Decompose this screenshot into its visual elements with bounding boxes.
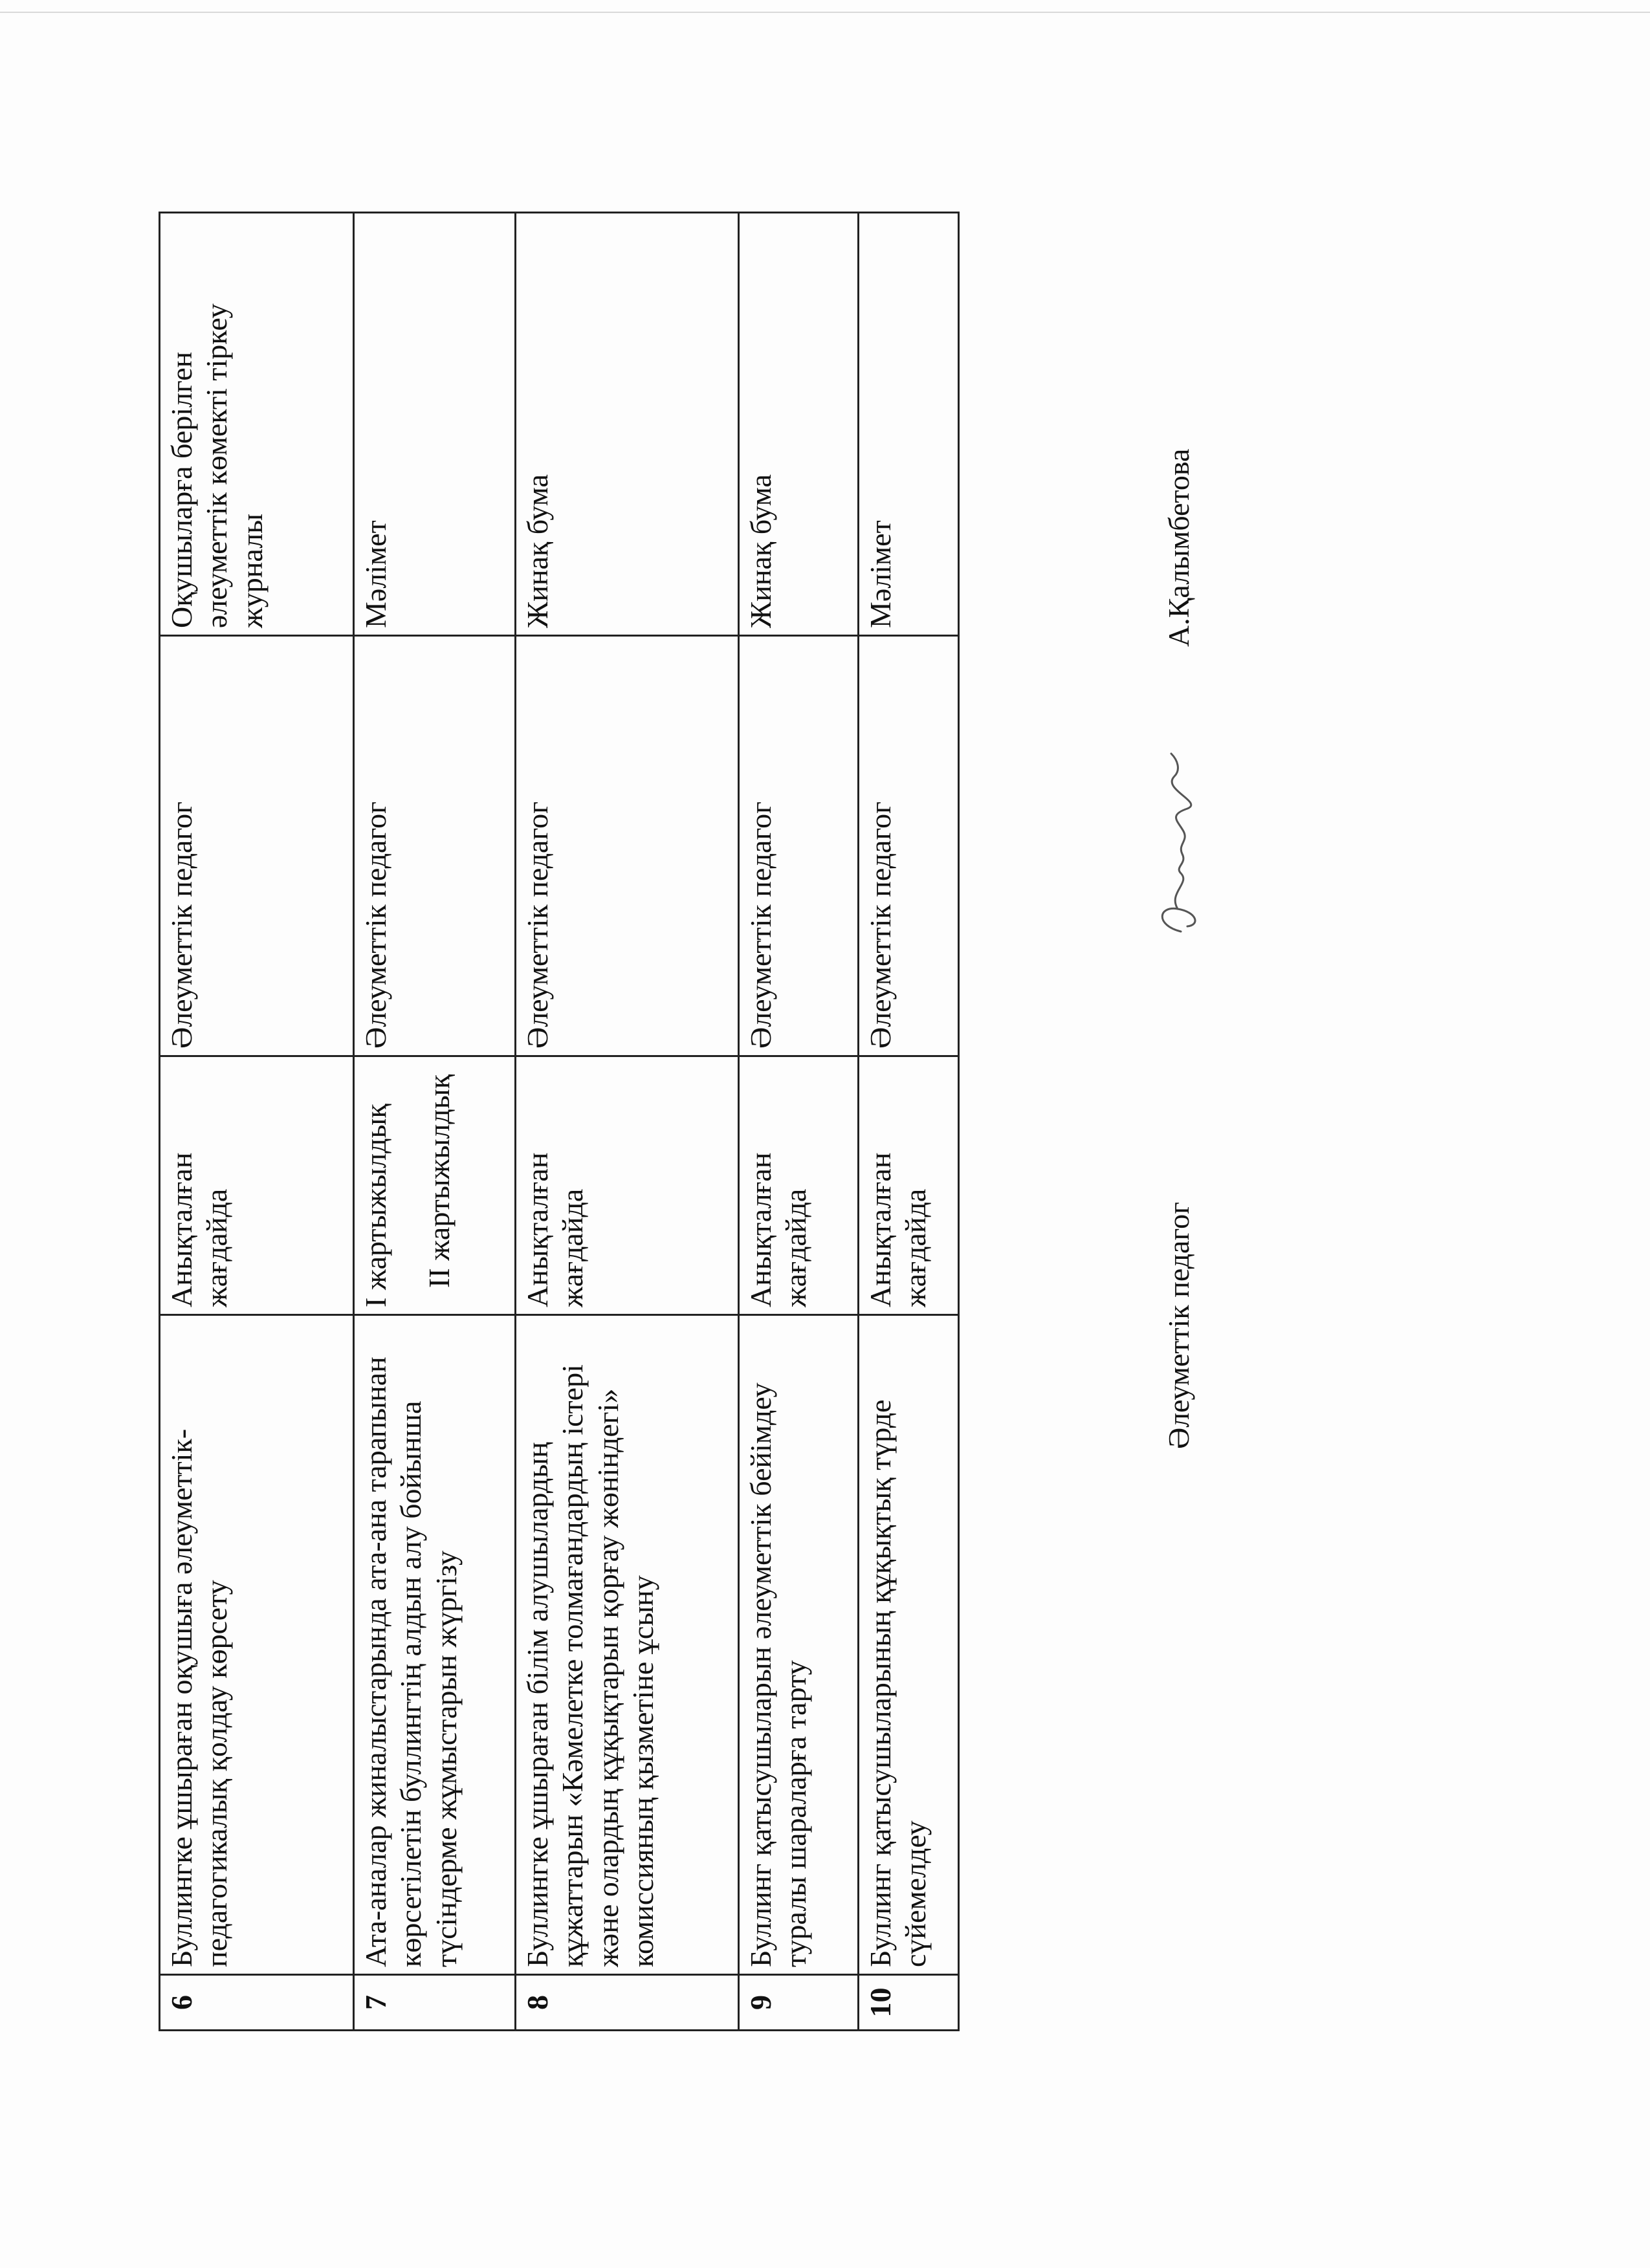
period-text-second: ІІ жартыжылдық bbox=[423, 1074, 456, 1288]
result-cell: Жинақ бума bbox=[739, 213, 859, 636]
row-number: 8 bbox=[516, 1975, 739, 2031]
period-text: Анықталған жағдайда bbox=[864, 1152, 932, 1307]
responsible-cell: Әлеуметтік педагог bbox=[160, 636, 354, 1056]
signatory-role: Әлеуметтік педагог bbox=[1162, 1201, 1195, 1449]
responsible-cell: Әлеуметтік педагог bbox=[859, 636, 959, 1056]
period-text: І жартыжылдық bbox=[359, 1104, 392, 1307]
activity-cell: Буллингке ұшыраған білім алушылардың құжаттарын «Кәмелетке толмағандардың істері және олардың құқықтарын қорғау жөніндегі» комиссияның қызметіне ұсыну bbox=[516, 1315, 739, 1975]
result-cell: Мәлімет bbox=[354, 213, 516, 636]
period-cell bbox=[516, 1056, 739, 1315]
period-cell bbox=[354, 1056, 516, 1315]
responsible-cell: Әлеуметтік педагог bbox=[354, 636, 516, 1056]
result-cell: Мәлімет bbox=[859, 213, 959, 636]
activity-plan-table bbox=[159, 212, 960, 2031]
table-row bbox=[739, 213, 859, 2031]
responsible-cell: Әлеуметтік педагог bbox=[739, 636, 859, 1056]
period-text: Анықталған жағдайда bbox=[744, 1152, 813, 1307]
table-row bbox=[859, 213, 959, 2031]
period-cell bbox=[160, 1056, 354, 1315]
signatory-name: А.Қалымбетова bbox=[1162, 448, 1195, 647]
activity-cell: Буллинг қатысушыларының құқықтық түрде сүйемелдеу bbox=[859, 1315, 959, 1975]
row-number: 7 bbox=[354, 1975, 516, 2031]
activity-cell: Буллингке ұшыраған оқушыға әлеуметтік-педагогикалық қолдау көрсету bbox=[160, 1315, 354, 1975]
row-number: 6 bbox=[160, 1975, 354, 2031]
result-cell: Оқушыларға берілген әлеуметтік көмекті тіркеу журналы bbox=[160, 213, 354, 636]
scan-edge-line bbox=[0, 12, 1650, 13]
period-cell bbox=[859, 1056, 959, 1315]
period-cell bbox=[739, 1056, 859, 1315]
landscape-content bbox=[159, 213, 1226, 2031]
result-cell: Жинақ бума bbox=[516, 213, 739, 636]
period-text: Анықталған жағдайда bbox=[521, 1152, 589, 1307]
signature-block bbox=[1142, 349, 1220, 1449]
responsible-cell: Әлеуметтік педагог bbox=[516, 636, 739, 1056]
row-number: 9 bbox=[739, 1975, 859, 2031]
table-row bbox=[516, 213, 739, 2031]
handwritten-signature bbox=[1142, 750, 1220, 944]
activity-cell: Буллинг қатысушыларын әлеуметтік бейімдеу туралы шараларға тарту bbox=[739, 1315, 859, 1975]
table-row bbox=[160, 213, 354, 2031]
activity-cell: Ата-аналар жиналыстарында ата-ана тарапынан көрсетілетін буллингтің алдын алу бойынша түсіндерме жұмыстарын жүргізу bbox=[354, 1315, 516, 1975]
table-row bbox=[354, 213, 516, 2031]
row-number: 10 bbox=[859, 1975, 959, 2031]
period-text: Анықталған жағдайда bbox=[165, 1152, 234, 1307]
